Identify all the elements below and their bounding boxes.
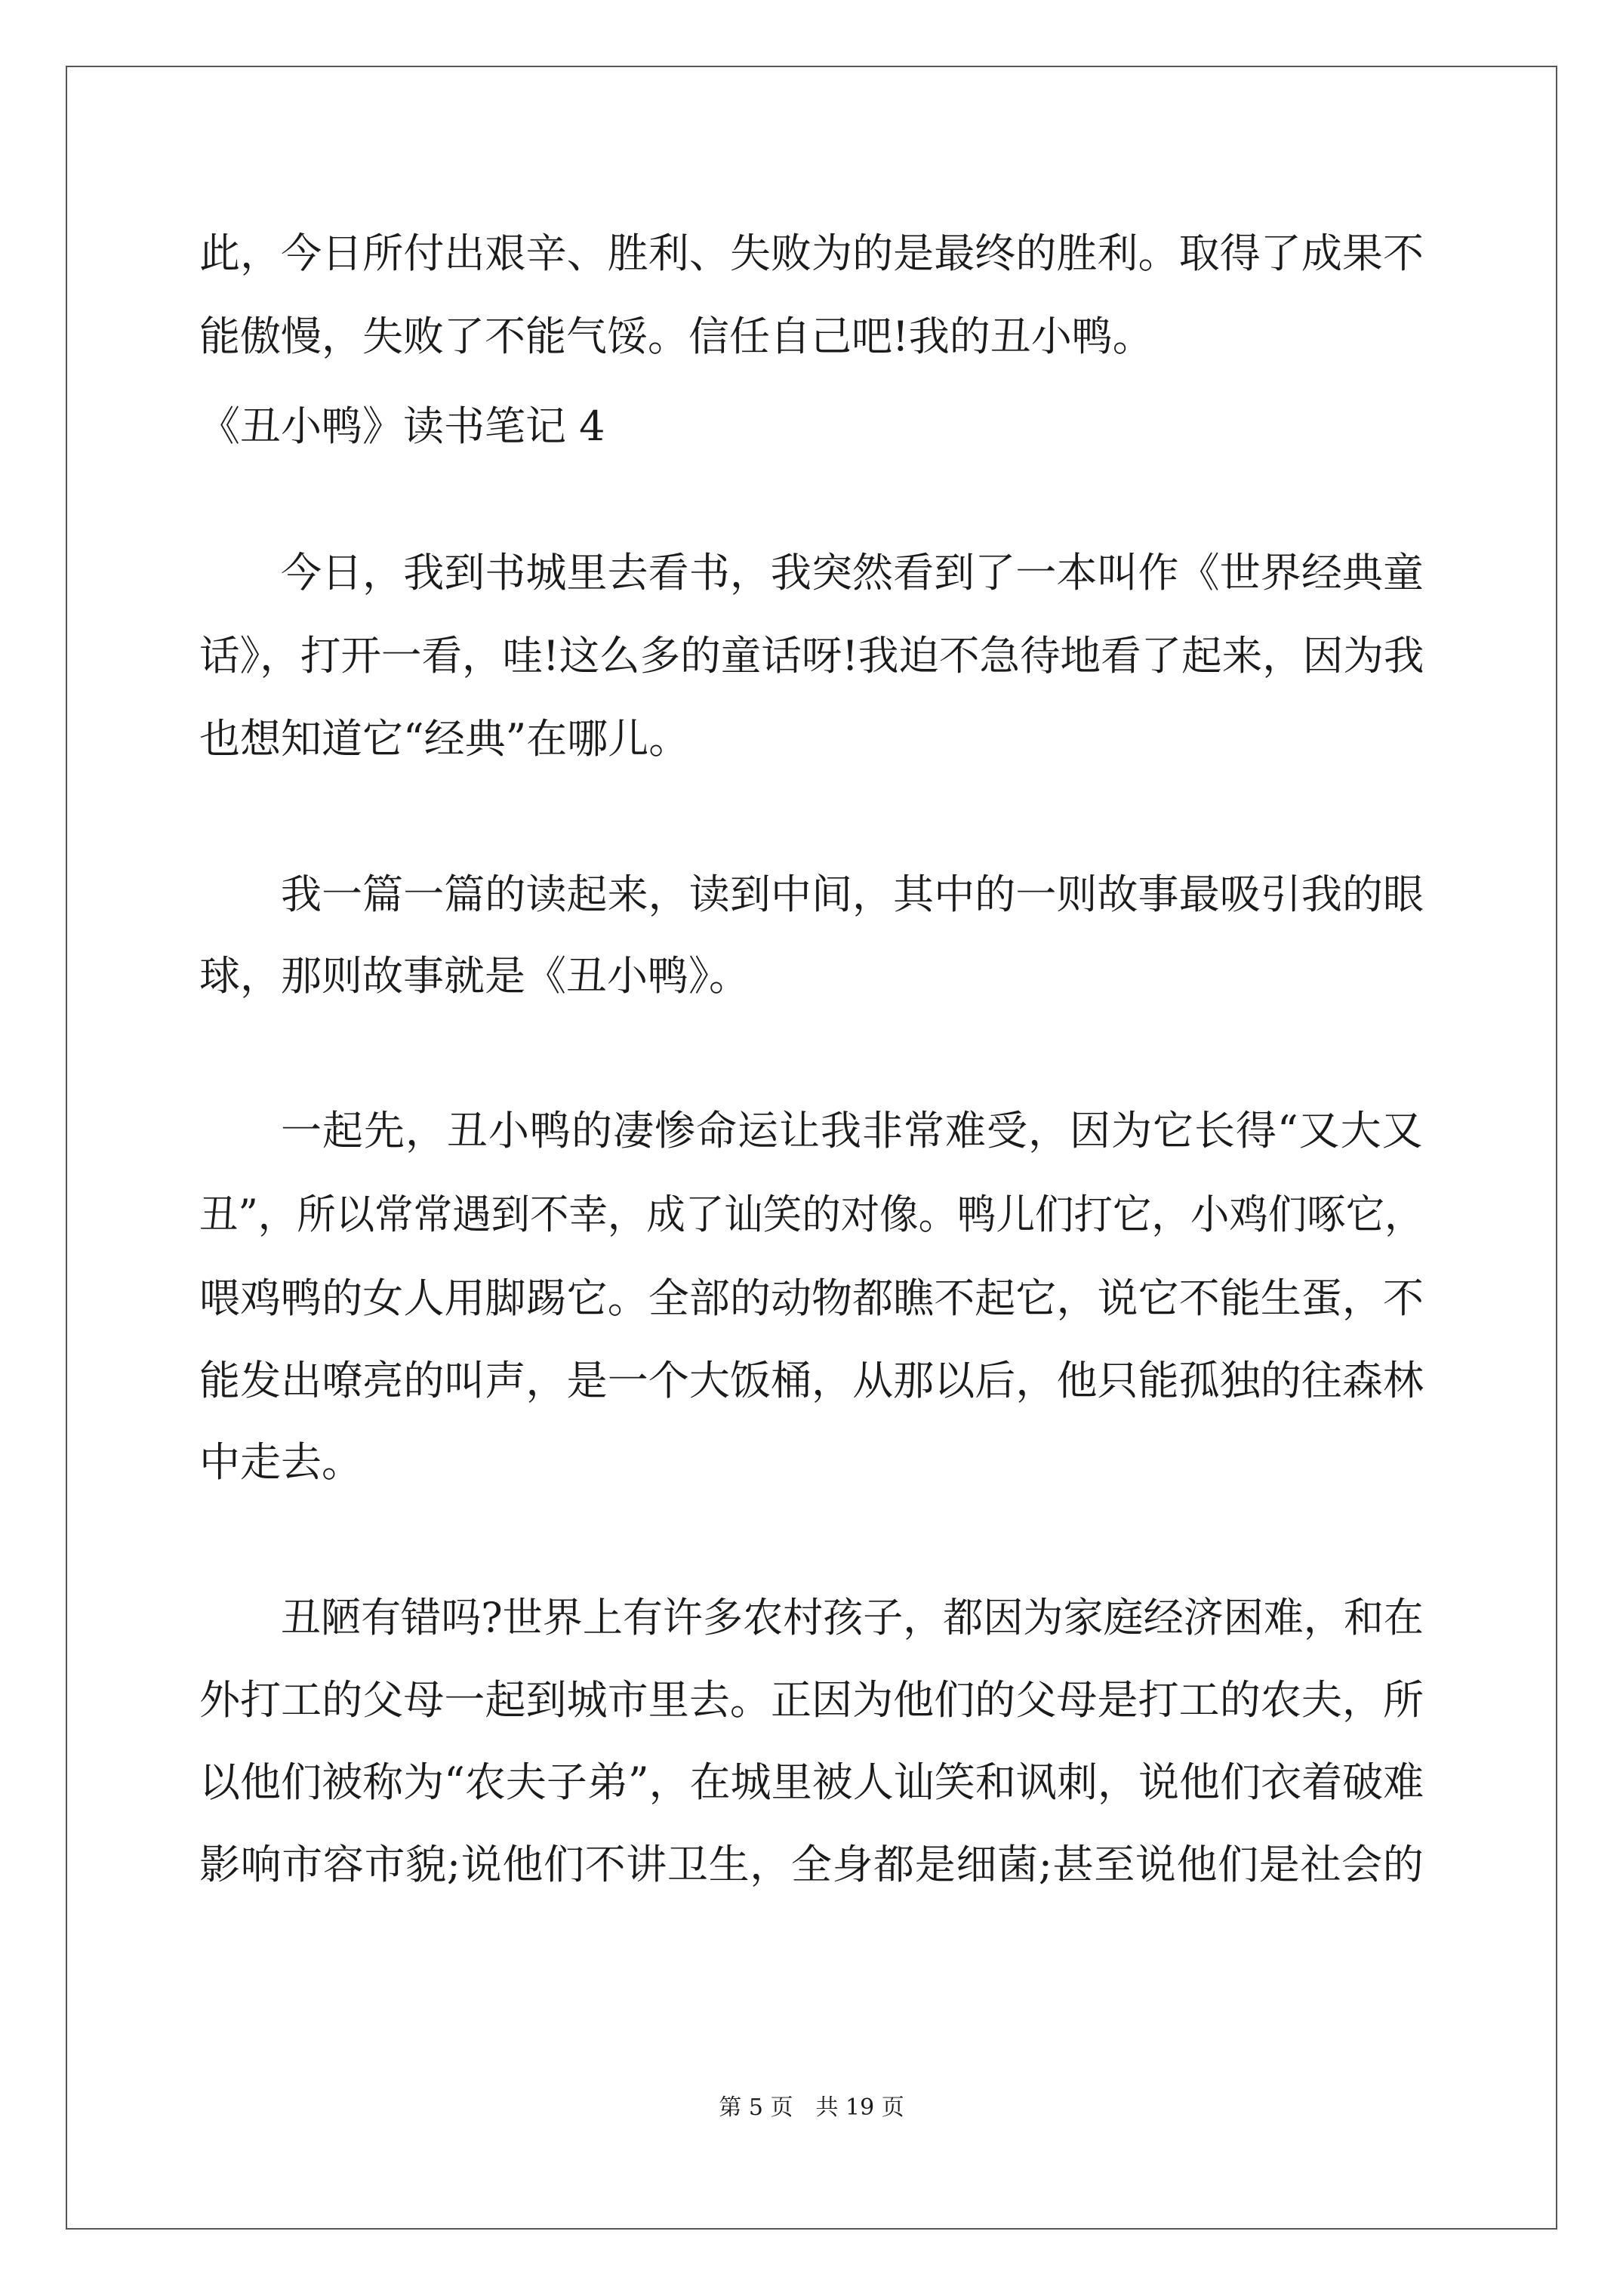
- line-text: 能发出嘹亮的叫声，是一个大饭桶，从那以后，他只能孤独的往森林: [199, 1357, 1424, 1404]
- paragraph-line: [199, 1755, 1424, 1810]
- line-text: 中走去。: [199, 1438, 362, 1486]
- line-text: 喂鸡鸭的女人用脚踢它。全部的动物都瞧不起它，说它不能生蛋，不: [199, 1274, 1424, 1322]
- paragraph-line: [199, 868, 1424, 922]
- line-text: 丑”，所以常常遇到不幸，成了讪笑的对像。鸭儿们打它，小鸡们啄它，: [199, 1191, 1424, 1238]
- line-text: 丑陋有错吗?世界上有许多农村孩子，都因为家庭经济困难，和在: [281, 1594, 1424, 1641]
- paragraph-line: [199, 546, 1424, 600]
- paragraph-line: [199, 712, 1424, 766]
- paragraph-line: [199, 1188, 1424, 1242]
- line-text: 球，那则故事就是《丑小鸭》。: [199, 952, 750, 1000]
- line-text: 此，今日所付出艰辛、胜利、失败为的是最终的胜利。取得了成果不: [199, 230, 1424, 277]
- line-text: 今日，我到书城里去看书，我突然看到了一本叫作《世界经典童: [281, 549, 1424, 596]
- line-text: 也想知道它“经典”在哪儿。: [199, 715, 690, 763]
- paragraph-line: [199, 1271, 1424, 1326]
- paragraph-line: [199, 1435, 1424, 1490]
- paragraph-line: [199, 227, 1424, 281]
- line-text: 以他们被称为“农夫子弟”，在城里被人讪笑和讽刺，说他们衣着破难: [199, 1758, 1424, 1806]
- heading-text: 《丑小鸭》读书笔记 4: [199, 402, 605, 450]
- line-text: 外打工的父母一起到城市里去。正因为他们的父母是打工的农夫，所: [199, 1676, 1424, 1724]
- section-heading: [199, 399, 1424, 454]
- paragraph-line: [199, 1354, 1424, 1408]
- page-number-footer: 第 5 页 共 19 页: [719, 2094, 904, 2121]
- paragraph-line: [199, 949, 1424, 1003]
- line-text: 能傲慢，失败了不能气馁。信任自己吧!我的丑小鸭。: [199, 313, 1153, 360]
- paragraph-line: [199, 1838, 1424, 1892]
- paragraph-line: [199, 1591, 1424, 1645]
- paragraph-line: [199, 1673, 1424, 1727]
- line-text: 一起先，丑小鸭的凄惨命运让我非常难受，因为它长得“又大又: [281, 1107, 1424, 1154]
- line-text: 话》，打开一看，哇!这么多的童话呀!我迫不急待地看了起来，因为我: [199, 632, 1424, 680]
- line-text: 我一篇一篇的读起来，读到中间，其中的一则故事最吸引我的眼: [281, 871, 1424, 918]
- paragraph-line: [199, 629, 1424, 683]
- paragraph-line: [199, 310, 1424, 364]
- line-text: 影响市容市貌;说他们不讲卫生，全身都是细菌;甚至说他们是社会的: [199, 1841, 1424, 1888]
- paragraph-line: [199, 1104, 1424, 1158]
